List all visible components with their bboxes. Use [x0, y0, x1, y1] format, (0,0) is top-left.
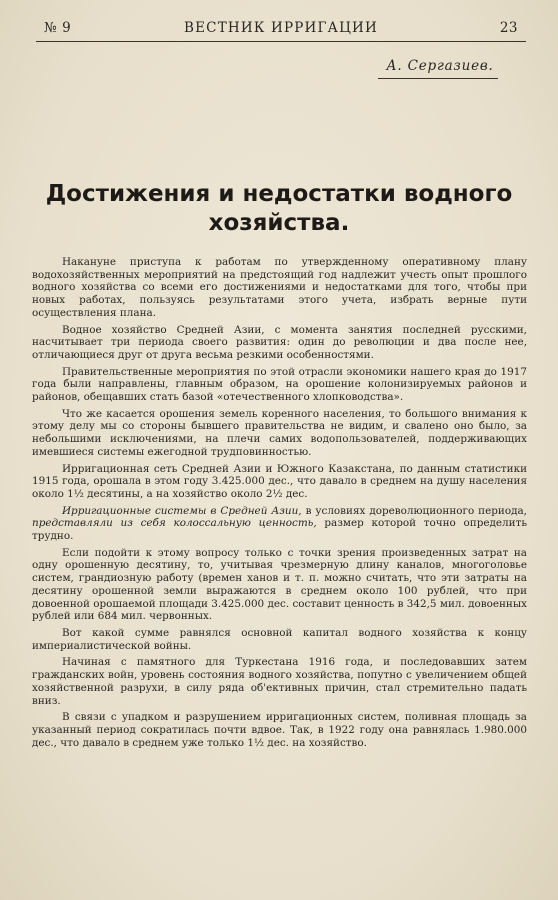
page-number: 23: [499, 20, 518, 36]
paragraph: Вот какой сумме равнялся основной капитал водного хозяйства к концу империалистической войны.: [32, 626, 527, 652]
italic-phrase: Ирригационные системы в Средней Азии,: [62, 504, 302, 517]
header-divider: [36, 41, 526, 42]
author-name: А. Сергазиев.: [386, 58, 494, 74]
paragraph: Если подойти к этому вопросу только с точки зрения произведенных затрат на одну орошенную десятину, то, учитывая чрезмерную длину каналов, многоголовье систем, грандиозную работу (времен ханов и т. п. можно считать, что эти затраты на десятину орошенной земли выражаются в среднем около 100 рублей, что при довоенной орошаемой площади 3.425.000 дес. составит ценность в 342,5 мил. довоенных рублей или 684 мил. червонных.: [32, 546, 527, 623]
text-run: в условиях дореволюционного периода,: [301, 504, 527, 517]
paragraph: Правительственные мероприятия по этой отрасли экономики нашего края до 1917 года были направлены, главным образом, на орошение колонизируемых районов и районов, обещавших стать базой «отечественного хлопководства».: [32, 365, 527, 404]
italic-phrase: представляли из себя колоссальную ценность,: [32, 517, 317, 530]
paragraph: Что же касается орошения земель коренного населения, то большого внимания к этому делу мы со стороны бывшего правительства не видим, и свалено оно было, за небольшими исключениями, на плечи самих водопользователей, поддерживающих имевшиеся системы ежегодной трудповинностью.: [32, 407, 527, 458]
article-title: Достижения и недостатки водного хозяйства.: [45, 181, 513, 236]
author-underline: [378, 78, 498, 79]
issue-number: № 9: [44, 20, 72, 36]
running-header: [36, 20, 526, 42]
paragraph: Водное хозяйство Средней Азии, с момента занятия последней русскими, насчитывает три периода своего развития: один до революции и два после нее, отличающиеся друг от друга весьма резкими особенностями.: [32, 323, 527, 361]
journal-title: ВЕСТНИК ИРРИГАЦИИ: [184, 20, 378, 36]
paragraph: [32, 505, 527, 543]
paragraph: Накануне приступа к работам по утвержденному оперативному плану водохозяйственных мероприятий на предстоящий год надлежит учесть опыт прошлого водного хозяйства со всеми его достижениями и недостатками для того, чтобы при новых работах, пользуясь результатами этого учета, избрать верные пути осуществления плана.: [32, 256, 527, 319]
paragraph: Ирригационная сеть Средней Азии и Южного Казакстана, по данным статистики 1915 года, орошала в этом году 3.425.000 дес., что давало в среднем на душу населения около 1½ десятины, а на хозяйство около 2½ дес.: [32, 462, 527, 500]
paragraph: В связи с упадком и разрушением ирригационных систем, поливная площадь за указанный период сократилась почти вдвое. Так, в 1922 году она равнялась 1.980.000 дес., что давало в среднем уже только 1½ дес. на хозяйство.: [32, 711, 527, 749]
paragraph: Начиная с памятного для Туркестана 1916 года, и последовавших затем гражданских войн, уровень состояния водного хозяйства, попутно с увеличением общей хозяйственной разрухи, в силу ряда об'ективных причин, стал стремительно падать вниз.: [32, 656, 527, 707]
text-run: размер которой точно определить трудно.: [32, 517, 527, 543]
article-body: [32, 256, 527, 753]
